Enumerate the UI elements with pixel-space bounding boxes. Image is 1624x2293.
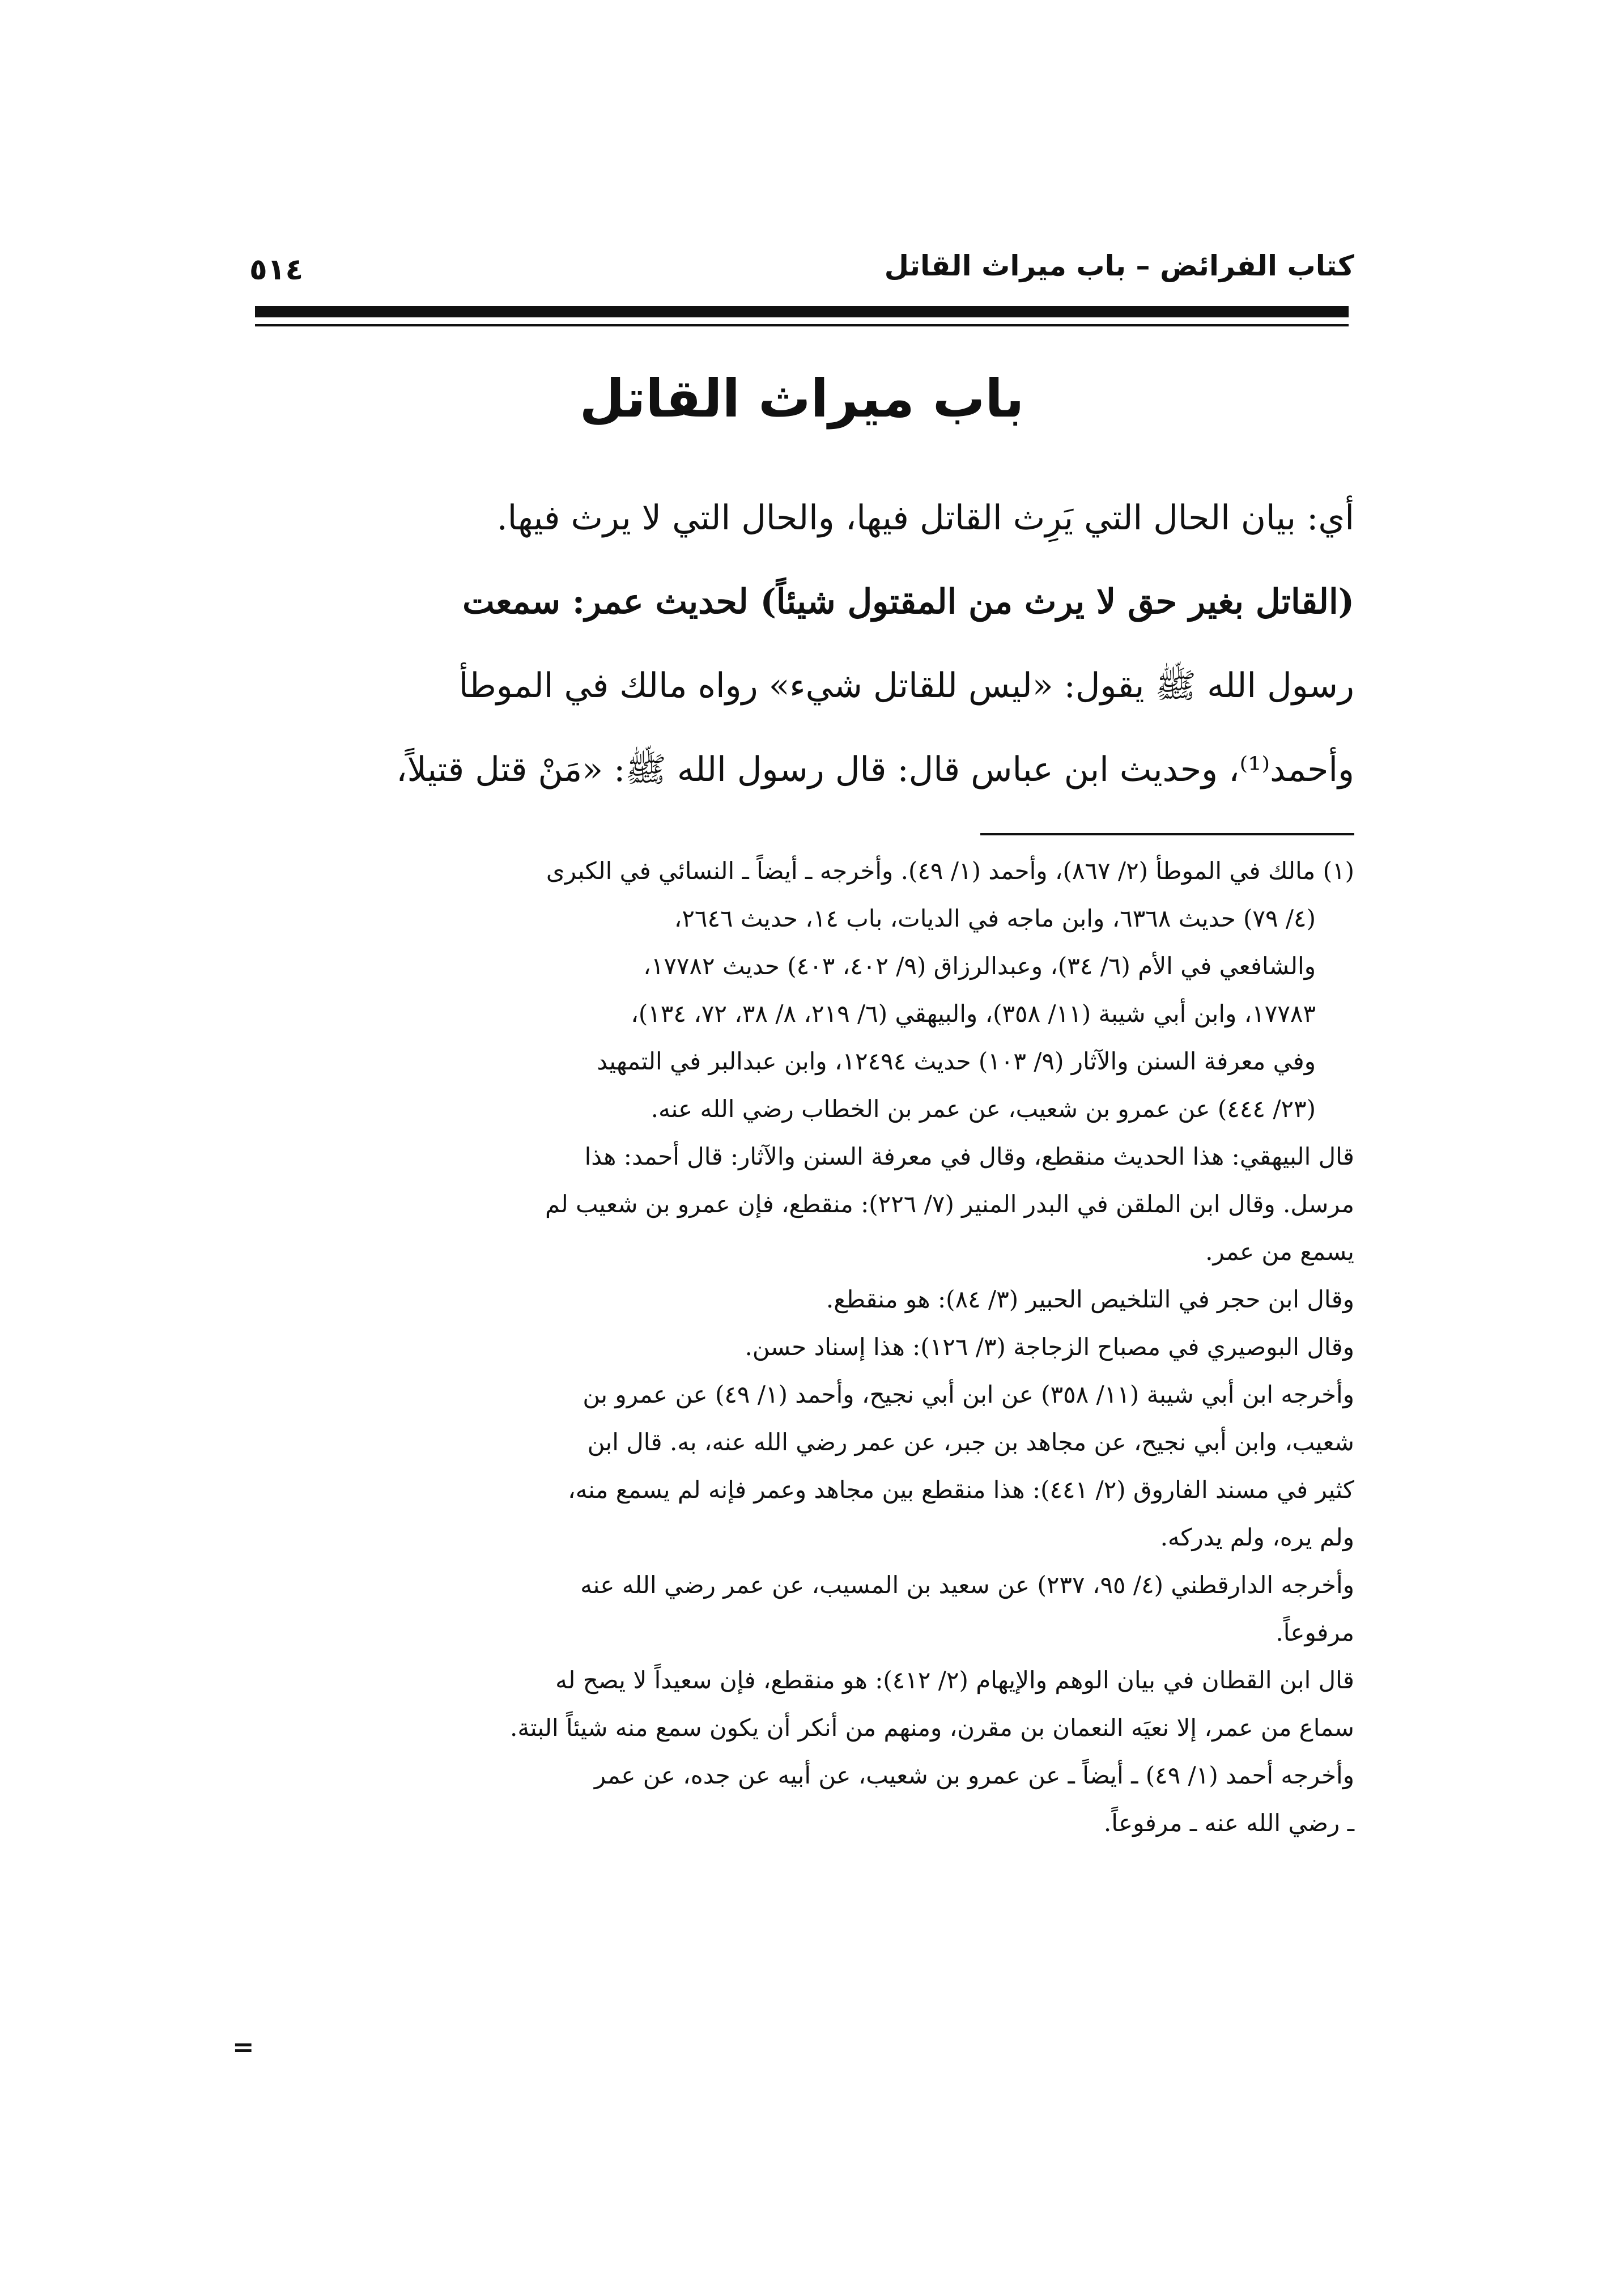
main-text-line: (القاتل بغير حق لا يرث من المقتول شيئاً) لحديث عمر: سمعت [462, 582, 1354, 622]
footnote-separator [980, 833, 1354, 835]
footnote-line: ـ رضي الله عنه ـ مرفوعاً. [1103, 1809, 1354, 1837]
main-text-line: رسول الله ﷺ يقول: «ليس للقاتل شيء» رواه مالك في الموطأ [458, 666, 1354, 706]
footnote-line: (٢٣/ ٤٤٤) عن عمرو بن شعيب، عن عمر بن الخطاب رضي الله عنه. [651, 1095, 1316, 1123]
footnote-line: مرفوعاً. [1276, 1619, 1354, 1646]
footnote-line: قال البيهقي: هذا الحديث منقطع، وقال في معرفة السنن والآثار: قال أحمد: هذا [584, 1143, 1354, 1170]
footnote-line: وقال البوصيري في مصباح الزجاجة (٣/ ١٢٦): هذا إسناد حسن. [745, 1333, 1354, 1361]
footnote-line: وقال ابن حجر في التلخيص الحبير (٣/ ٨٤): هو منقطع. [826, 1285, 1354, 1313]
footnote-line: (٤/ ٧٩) حديث ٦٣٦٨، وابن ماجه في الديات، باب ١٤، حديث ٢٦٤٦، [674, 905, 1316, 932]
footnote-line: والشافعي في الأم (٦/ ٣٤)، وعبدالرزاق (٩/ ٤٠٢، ٤٠٣) حديث ١٧٧٨٢، [643, 952, 1316, 980]
main-text-line: أي: بيان الحال التي يَرِث القاتل فيها، والحال التي لا يرث فيها. [496, 498, 1354, 538]
footnote-line: مرسل. وقال ابن الملقن في البدر المنير (٧/ ٢٢٦): منقطع، فإن عمرو بن شعيب لم [545, 1190, 1354, 1218]
footnote-line: سماع من عمر، إلا نعيَه النعمان بن مقرن، ومنهم من أنكر أن يكون سمع منه شيئاً البتة. [510, 1714, 1354, 1742]
footnote-line: شعيب، وابن أبي نجيح، عن مجاهد بن جبر، عن عمر رضي الله عنه، به. قال ابن [587, 1428, 1354, 1456]
footnote-line: وأخرجه الدارقطني (٤/ ٩٥، ٢٣٧) عن سعيد بن المسيب، عن عمر رضي الله عنه [580, 1571, 1354, 1599]
header-title: كتاب الفرائض – باب ميراث القاتل [884, 249, 1354, 282]
footnote-line: يسمع من عمر. [1205, 1238, 1354, 1266]
footnote-line: كثير في مسند الفاروق (٢/ ٤٤١): هذا منقطع بين مجاهد وعمر فإنه لم يسمع منه، [568, 1476, 1354, 1504]
continuation-mark: = [232, 2032, 254, 2062]
running-header [249, 238, 1354, 300]
footnote-line: (١) مالك في الموطأ (٢/ ٨٦٧)، وأحمد (١/ ٤٩). وأخرجه ـ أيضاً ـ النسائي في الكبرى [546, 857, 1354, 885]
main-text-line: وأحمد⁽¹⁾، وحديث ابن عباس قال: قال رسول الله ﷺ: «مَنْ قتل قتيلاً، [396, 750, 1354, 789]
chapter-title: باب ميراث القاتل [579, 368, 1024, 429]
footnote-line: قال ابن القطان في بيان الوهم والإيهام (٢/ ٤١٢): هو منقطع، فإن سعيداً لا يصح له [555, 1666, 1354, 1694]
header-rule-thin [255, 324, 1349, 326]
header-rule-thick [255, 306, 1349, 317]
page-number: ٥١٤ [249, 253, 304, 287]
footnote-line: وأخرجه ابن أبي شيبة (١١/ ٣٥٨) عن ابن أبي نجيح، وأحمد (١/ ٤٩) عن عمرو بن [583, 1381, 1354, 1408]
footnote-line: وفي معرفة السنن والآثار (٩/ ١٠٣) حديث ١٢٤٩٤، وابن عبدالبر في التمهيد [597, 1047, 1316, 1075]
main-text [249, 476, 1354, 812]
footnote-line: ولم يره، ولم يدركه. [1160, 1523, 1354, 1551]
footnote-line: ١٧٧٨٣، وابن أبي شيبة (١١/ ٣٥٨)، والبيهقي (٦/ ٢١٩، ٨/ ٣٨، ٧٢، ١٣٤)، [631, 1000, 1316, 1027]
footnotes [249, 847, 1354, 1847]
footnote-line: وأخرجه أحمد (١/ ٤٩) ـ أيضاً ـ عن عمرو بن شعيب، عن أبيه عن جده، عن عمر [594, 1761, 1354, 1789]
